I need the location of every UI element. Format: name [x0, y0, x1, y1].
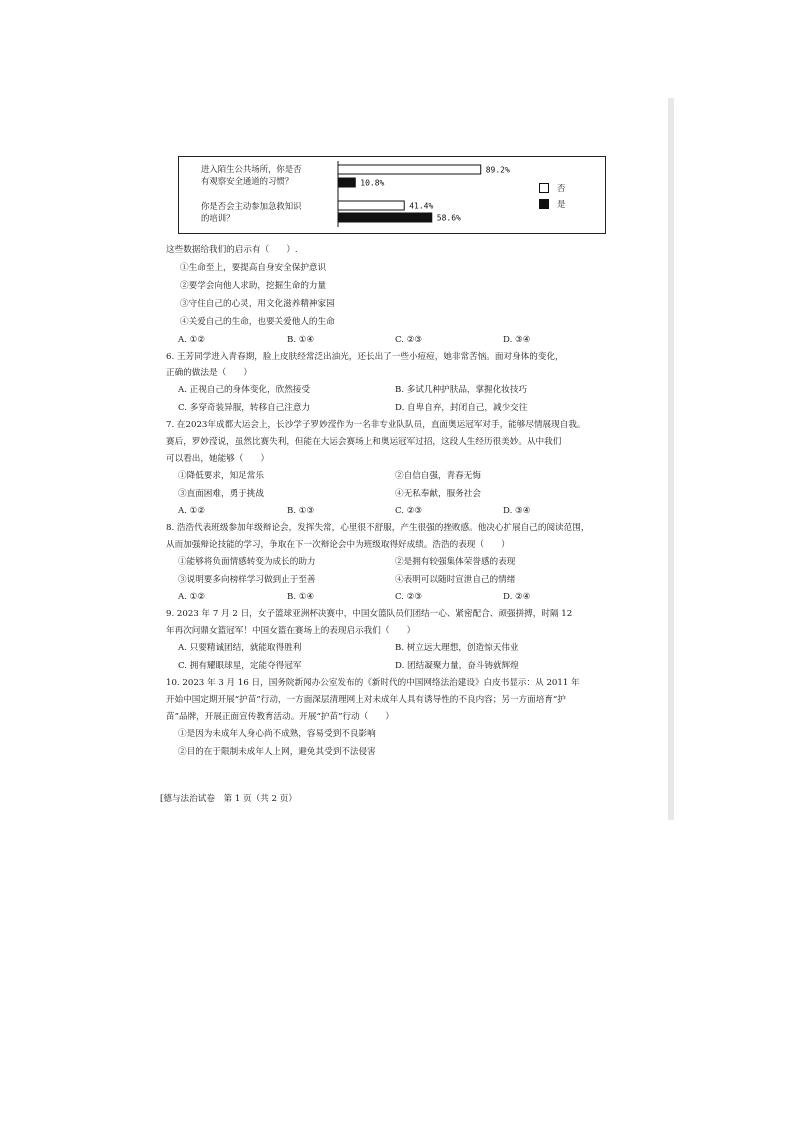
bar-yes-2 [338, 213, 432, 222]
q7-choice-c: C. ②③ [395, 506, 423, 516]
q8-option-4: ④表明可以随时宣泄自己的情绪 [395, 575, 516, 585]
q9-choice-c: C. 拥有耀眼球星，定能夺得冠军 [178, 661, 302, 671]
q8-option-1: ①能够将负面情感转变为成长的助力 [178, 557, 316, 567]
q7-choice-b: B. ①③ [287, 506, 315, 516]
q7-stem-2: 赛后，罗妙滢说，虽然比赛失利，但能在大运会赛场上和奥运冠军过招，这段人生经历很美妙。从中我们 [166, 437, 562, 447]
chart-category-label-1 [201, 163, 302, 187]
q9-stem-1: 9. 2023 年 7 月 2 日，女子篮球亚洲杯决赛中，中国女篮队员们团结一心、紧密配合、顽强拼搏，时隔 12 [166, 609, 573, 619]
q6-choice-d: D. 自卑自弃，封闭自己，减少交往 [395, 403, 528, 413]
q8-choice-d: D. ②④ [503, 592, 531, 602]
q6-stem-2: 正确的做法是（ ） [166, 368, 252, 378]
q7-option-2: ②自信自强，青春无悔 [395, 471, 481, 481]
q9-choice-a: A. 只要精诚团结，就能取得胜利 [178, 643, 302, 653]
q6-stem-1: 6. 王芳同学进入青春期，脸上皮肤经常泛出油光，还长出了一些小痘痘，她非常苦恼。面对身体的变化， [166, 352, 564, 362]
q10-stem-3: 苗”品牌，开展正面宣传教育活动。开展“护苗”行动（ ） [166, 712, 395, 722]
q5-choice-d: D. ③④ [503, 335, 531, 345]
q9-stem-2: 年再次问鼎女篮冠军！中国女篮在赛场上的表现启示我们（ ） [166, 626, 416, 636]
category-1-line-1: 进入陌生公共场所，你是否 [201, 164, 302, 174]
q8-choice-c: C. ②③ [395, 592, 423, 602]
bar-label-yes-1: 10.8% [360, 178, 385, 188]
q5-choice-c: C. ②③ [395, 335, 423, 345]
bar-label-yes-2: 58.6% [436, 213, 461, 223]
q6-choice-b: B. 多试几种护肤品，掌握化妆技巧 [395, 385, 528, 395]
q7-choice-a: A. ①② [178, 506, 206, 516]
legend-swatch-yes [539, 199, 549, 209]
legend-swatch-no [539, 183, 549, 193]
q9-choice-b: B. 树立远大理想，创造惊天伟业 [395, 643, 519, 653]
q7-stem-3: 可以看出，她能够（ ） [166, 454, 270, 464]
category-2-line-1: 你是否会主动参加急救知识 [201, 201, 302, 211]
q10-stem-1: 10. 2023 年 3 月 16 日，国务院新闻办公室发布的《新时代的中国网络法治建设》白皮书显示：从 2011 年 [166, 678, 580, 688]
q10-option-1: ①是因为未成年人身心尚不成熟，容易受到不良影响 [178, 729, 376, 739]
chart-category-label-2 [201, 200, 302, 224]
bar-no-2 [338, 201, 404, 210]
survey-chart [178, 156, 606, 234]
q5-choice-a: A. ①② [178, 335, 206, 345]
q8-option-3: ③说明要多向榜样学习做到止于至善 [178, 575, 316, 585]
bar-yes-1 [338, 178, 355, 187]
q5-option-3: ③守住自己的心灵，用文化滋养精神家园 [180, 299, 335, 309]
q8-choice-b: B. ①④ [287, 592, 315, 602]
q7-stem-1: 7. 在2023年成都大运会上，长沙学子罗妙滢作为一名非专业队队员，直面奥运冠军对手，能够尽情展现自我。 [166, 420, 586, 430]
legend-label-yes: 是 [557, 199, 566, 209]
q9-choice-d: D. 团结凝聚力量，奋斗铸就辉煌 [395, 661, 519, 671]
q8-option-2: ②是拥有较强集体荣誉感的表现 [395, 557, 516, 567]
q10-stem-2: 开始中国定期开展“护苗”行动，一方面深层清理网上对未成年人具有诱导性的不良内容；另一方面培育“护 [166, 695, 566, 705]
page-footer: [德与法治试卷 第 1 页（共 2 页） [160, 794, 297, 804]
q7-option-3: ③直面困难，勇于挑战 [178, 489, 264, 499]
q5-option-1: ①生命至上，要提高自身安全保护意识 [180, 263, 327, 273]
bar-label-no-2: 41.4% [409, 201, 434, 211]
q5-stem: 这些数据给我们的启示有（ ）. [166, 245, 298, 255]
category-1-line-2: 有观察安全通道的习惯？ [201, 176, 294, 186]
q5-choice-b: B. ①④ [287, 335, 315, 345]
bar-label-no-1: 89.2% [485, 165, 510, 175]
bar-no-1 [338, 165, 481, 174]
q6-choice-a: A. 正视自己的身体变化，欣然接受 [178, 385, 310, 395]
q8-stem-2: 从而加强辩论技能的学习，争取在下一次辩论会中为班级取得好成绩。浩浩的表现（ ） [166, 540, 510, 550]
q7-option-1: ①降低要求，知足常乐 [178, 471, 264, 481]
q7-choice-d: D. ③④ [503, 506, 531, 516]
q8-choice-a: A. ①② [178, 592, 206, 602]
q5-option-2: ②要学会向他人求助，挖掘生命的力量 [180, 281, 327, 291]
scan-edge-shadow [668, 98, 674, 820]
q7-option-4: ④无私奉献，服务社会 [395, 489, 481, 499]
q5-option-4: ④关爱自己的生命，也要关爱他人的生命 [180, 317, 335, 327]
q6-choice-c: C. 多穿奇装异服，转移自己注意力 [178, 403, 311, 413]
legend-label-no: 否 [557, 183, 566, 193]
q8-stem-1: 8. 浩浩代表班级参加年级辩论会，发挥失常，心里很不舒服，产生很强的挫败感。他决心扩展自己的阅读范围， [166, 523, 590, 533]
category-2-line-2: 的培训？ [201, 213, 235, 223]
q10-option-2: ②目的在于限制未成年人上网，避免其受到不法侵害 [178, 747, 376, 757]
